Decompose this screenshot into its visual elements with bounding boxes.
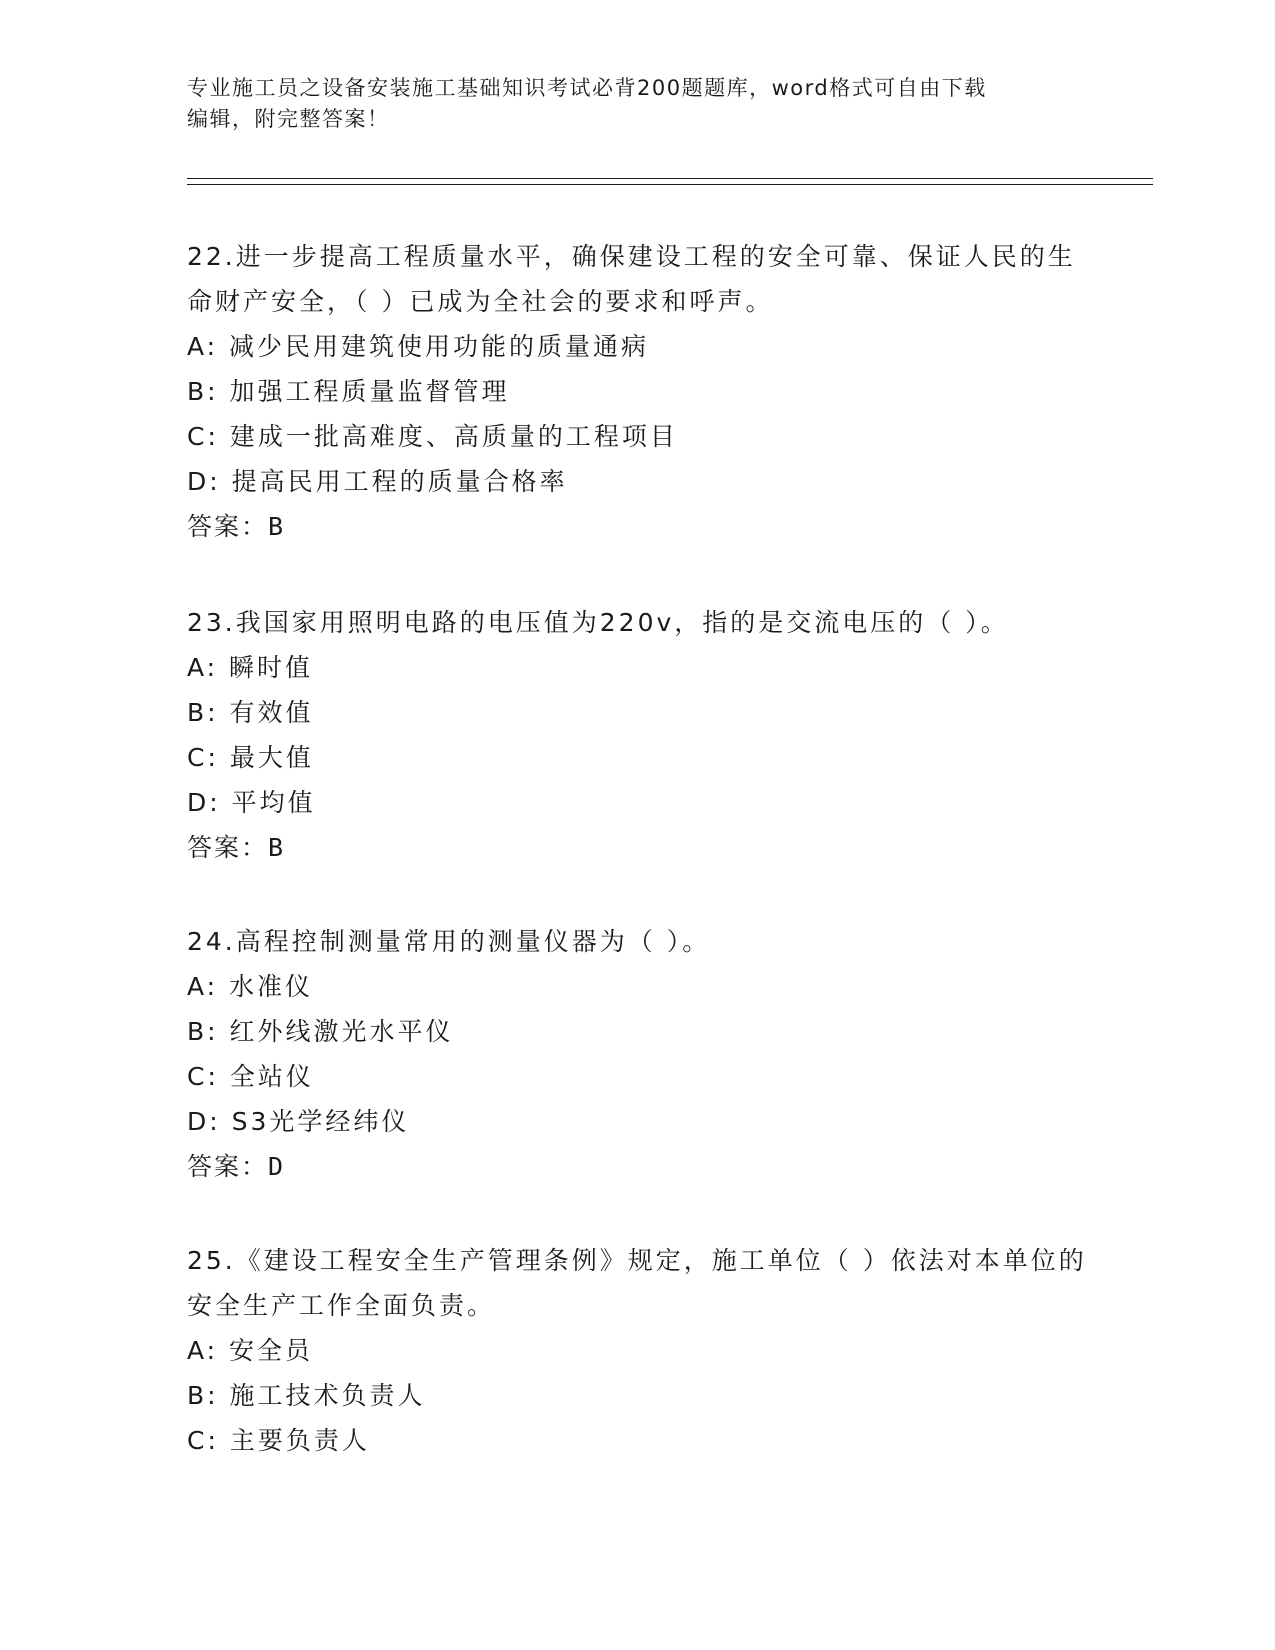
question-stem: 25.《建设工程安全生产管理条例》规定，施工单位（ ）依法对本单位的安全生产工作全面负责。	[187, 1246, 1087, 1320]
option-c: C: 最大值	[187, 743, 314, 772]
option-d: D: 平均值	[187, 788, 316, 817]
header-divider-top	[187, 178, 1153, 179]
question-stem: 24.高程控制测量常用的测量仪器为（ ）。	[187, 927, 711, 956]
option-c: C: 主要负责人	[187, 1426, 370, 1455]
answer-line: 答案：D	[187, 1152, 286, 1181]
question-25	[187, 1238, 1087, 1463]
option-d: D: S3光学经纬仪	[187, 1107, 410, 1136]
question-22	[187, 234, 1087, 549]
option-a: A: 水准仪	[187, 972, 314, 1001]
question-23	[187, 600, 1087, 870]
question-stem: 22.进一步提高工程质量水平，确保建设工程的安全可靠、保证人民的生命财产安全，（ ）已成为全社会的要求和呼声。	[187, 242, 1076, 316]
option-b: B: 红外线激光水平仪	[187, 1017, 454, 1046]
option-a: A: 减少民用建筑使用功能的质量通病	[187, 332, 650, 361]
option-d: D: 提高民用工程的质量合格率	[187, 467, 568, 496]
document-header: 专业施工员之设备安装施工基础知识考试必背200题题库，word格式可自由下载 编辑，附完整答案！	[187, 76, 987, 131]
option-c: C: 全站仪	[187, 1062, 314, 1091]
answer-line: 答案：B	[187, 833, 286, 862]
question-stem: 23.我国家用照明电路的电压值为220v，指的是交流电压的（ ）。	[187, 608, 1009, 637]
option-a: A: 安全员	[187, 1336, 314, 1365]
option-a: A: 瞬时值	[187, 653, 314, 682]
option-b: B: 施工技术负责人	[187, 1381, 426, 1410]
answer-line: 答案：B	[187, 512, 286, 541]
option-b: B: 有效值	[187, 698, 314, 727]
option-c: C: 建成一批高难度、高质量的工程项目	[187, 422, 678, 451]
header-divider-bottom	[187, 184, 1153, 185]
option-b: B: 加强工程质量监督管理	[187, 377, 510, 406]
question-24	[187, 919, 1087, 1189]
